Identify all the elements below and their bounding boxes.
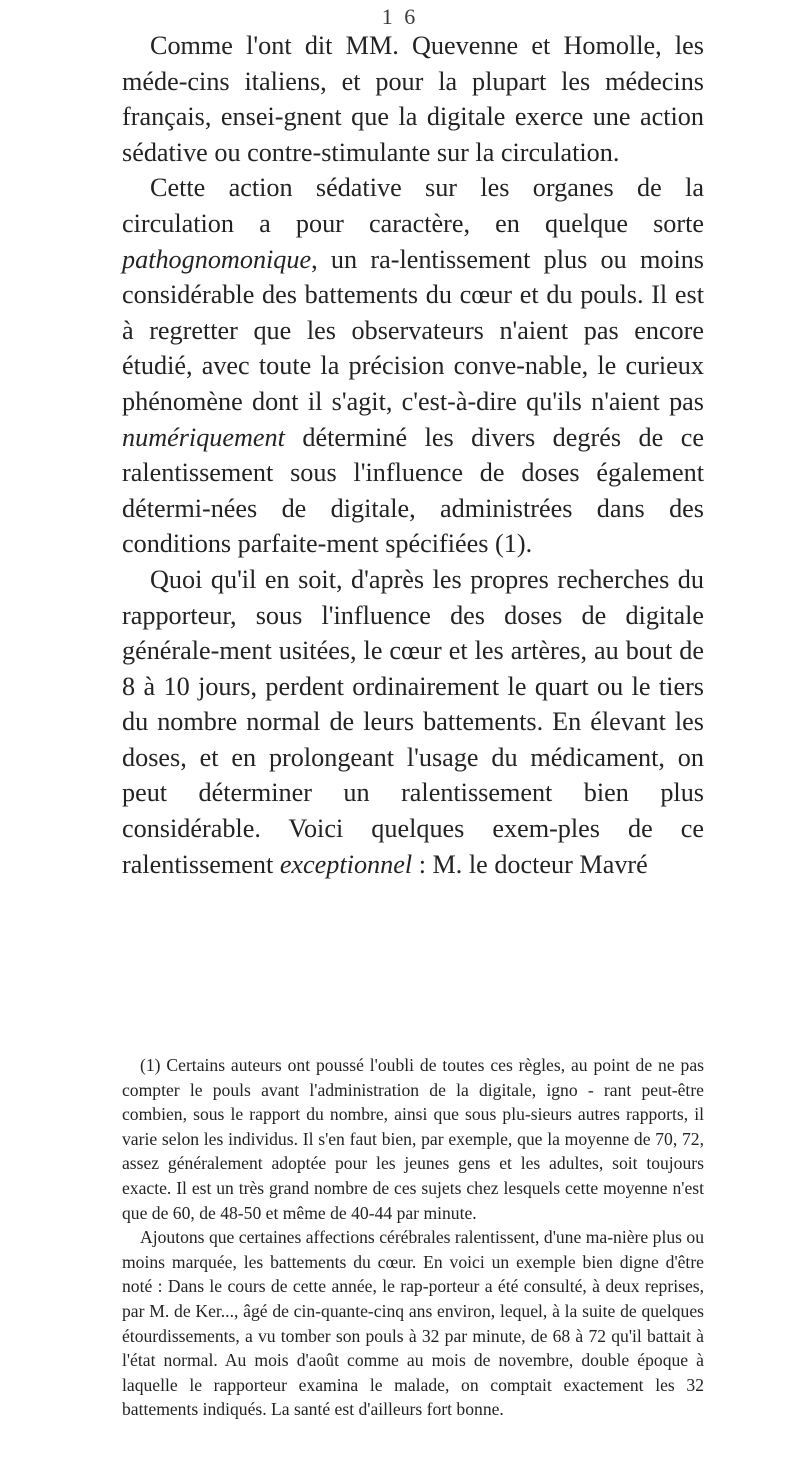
main-text bbox=[122, 28, 704, 882]
page-number: 1 6 bbox=[381, 4, 419, 29]
paragraph-3-part-2: : M. le docteur Mavré bbox=[412, 849, 648, 879]
paragraph-2-part-3: déterminé les divers degrés de ce ralentissement sous l'influence de doses également détermi-nées de digitale, administrées dans des conditions parfaite-ment spécifiées (1). bbox=[122, 422, 704, 559]
emphasis-pathognomonique: pathognomonique bbox=[122, 244, 312, 274]
emphasis-numeriquement: numériquement bbox=[122, 422, 285, 452]
paragraph-2 bbox=[122, 170, 704, 562]
footnote-1: (1) Certains auteurs ont poussé l'oubli de toutes ces règles, au point de ne pas compter le pouls avant l'administration de la digitale, igno - rant peut-être combien, sous le rapport du nombre, ainsi que sous plu-sieurs autres rapports, il varie selon les individus. Il s'en faut bien, par exemple, que la moyenne de 70, 72, assez généralement adoptée pour les jeunes gens et les adultes, soit toujours exacte. Il est un très grand nombre de ces sujets chez lesquels cette moyenne n'est que de 60, de 48-50 et même de 40-44 par minute. bbox=[122, 1055, 704, 1223]
paragraph-1: Comme l'ont dit MM. Quevenne et Homolle, les méde-cins italiens, et pour la plupart les médecins français, ensei-gnent que la digitale exerce une action sédative ou contre-stimulante sur la circulation. bbox=[122, 31, 704, 167]
paragraph-3 bbox=[122, 562, 704, 882]
paragraph-3-part-1: Quoi qu'il en soit, d'après les propres recherches du rapporteur, sous l'influence des doses de digitale générale-ment usitées, le cœur et les artères, au bout de 8 à 10 jours, perdent ordinairement le quart ou le tiers du nombre normal de leurs battements. En élevant les doses, et en prolongeant l'usage du médicament, on peut déterminer un ralentissement bien plus considérable. Voici quelques exem-ples de ce ralentissement bbox=[122, 564, 704, 879]
paragraph-2-part-1: Cette action sédative sur les organes de la circulation a pour caractère, en quelque sorte bbox=[122, 173, 704, 238]
emphasis-exceptionnel: exceptionnel bbox=[279, 849, 413, 879]
paragraph-2-part-2: , un ra-lentissement plus ou moins considérable des battements du cœur et du pouls. Il est à regretter que les observateurs n'aient pas encore étudié, avec toute la précision conve-nable, le curieux phénomène dont il s'agit, c'est-à-dire qu'ils n'aient pas bbox=[122, 244, 704, 416]
footnote-1-continued: Ajoutons que certaines affections cérébrales ralentissent, d'une ma-nière plus ou moins marquée, les battements du cœur. En voici un exemple bien digne d'être noté : Dans le cours de cette année, le rap-porteur a été consulté, à deux reprises, par M. de Ker..., âgé de cin-quante-cinq ans environ, lequel, à la suite de quelques étourdissements, a vu tomber son pouls à 32 par minute, de 68 à 72 qu'il battait à l'état normal. Au mois d'août comme au mois de novembre, double époque à laquelle le rapporteur examina le malade, on comptait exactement les 32 battements indiqués. La santé est d'ailleurs fort bonne. bbox=[122, 1227, 704, 1420]
footnotes bbox=[122, 1053, 704, 1422]
